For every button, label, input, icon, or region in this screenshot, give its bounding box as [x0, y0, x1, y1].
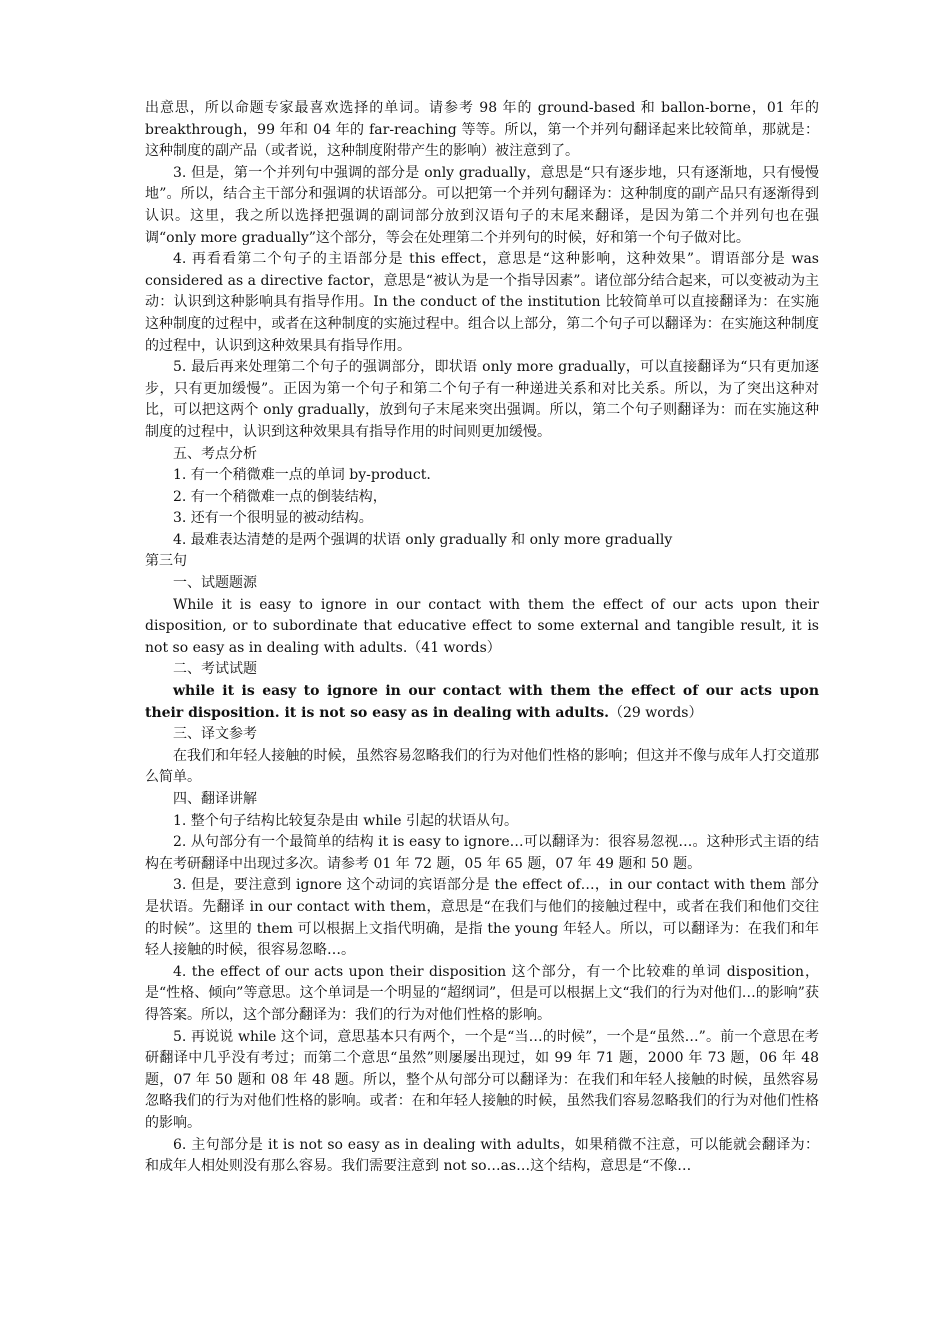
paragraph-intro: 出意思，所以命题专家最喜欢选择的单词。请参考 98 年的 ground-based 和 ballon-borne，01 年的 breakthrough，99 年和 04 年的 far-reaching 等等。所以，第一个并列句翻译起来比较简单，那就是：这种制度的副产品（或者说，这种制度附带产生的影响）被注意到了。 — [145, 100, 819, 160]
paragraph-point-3: 3. 但是，第一个并列句中强调的部分是 only gradually，意思是“只有逐步地，只有逐渐地，只有慢慢地”。所以，结合主干部分和强调的状语部分。可以把第一个并列句翻译为：这种制度的副产品只有逐渐得到认识。这里，我之所以选择把强调的副词部分放到汉语句子的末尾来翻译，是因为第二个并列句也在强调“only more gradually”这个部分，等会在处理第二个并列句的时候，好和第一个句子做对比。 — [145, 164, 819, 246]
explanation-item-1: 1. 整个句子结构比较复杂是由 while 引起的状语从句。 — [173, 812, 518, 829]
exam-sentence — [145, 681, 819, 724]
sentence-three-heading: 第三句 — [145, 553, 187, 570]
analysis-item-2: 2. 有一个稍微难一点的倒装结构， — [173, 488, 387, 505]
analysis-item-3: 3. 还有一个很明显的被动结构。 — [173, 510, 373, 527]
section-heading-source: 一、试题题源 — [173, 575, 257, 592]
exam-sentence-count: （29 words） — [608, 704, 703, 721]
section-heading-reference: 三、译文参考 — [173, 726, 257, 743]
paragraph-point-4: 4. 再看看第二个句子的主语部分是 this effect，意思是“这种影响，这种效果”。谓语部分是 was considered as a directive factor，意思是“被认为是一个指导因素”。诸位部分结合起来，可以变被动为主动：认识到这种影响具有指导作用。In the conduct of the institution 比较简单可以直接翻译为：在实施这种制度的过程中，或者在这种制度的实施过程中。组合以上部分，第二个句子可以翻译为：在实施这种制度的过程中，认识到这种效果具有指导作用。 — [145, 251, 819, 354]
analysis-item-1: 1. 有一个稍微难一点的单词 by-product. — [173, 467, 431, 484]
section-heading-exam: 二、考试试题 — [173, 661, 257, 678]
section-heading-explanation: 四、翻译讲解 — [173, 791, 257, 807]
explanation-item-3: 3. 但是，要注意到 ignore 这个动词的宾语部分是 the effect of…，in our contact with them 部分是状语。先翻译 in our contact with them，意思是“在我们与他们的接触过程中，或者在我们和他们交往的时候”。这里的 them 可以根据上文指代明确，是指 the young 年轻人。所以，可以翻译为：在我们和年轻人接触的时候，很容易忽略…。 — [145, 877, 819, 959]
paragraph-point-5: 5. 最后再来处理第二个句子的强调部分，即状语 only more gradually，可以直接翻译为“只有更加逐步，只有更加缓慢”。正因为第一个句子和第二个句子有一种递进关系和对比关系。所以，为了突出这种对比，可以把这两个 only gradually，放到句子末尾来突出强调。所以，第二个句子则翻译为：而在实施这种制度的过程中，认识到这种效果具有指导作用的时间则更加缓慢。 — [145, 359, 819, 440]
analysis-item-4: 4. 最难表达清楚的是两个强调的状语 only gradually 和 only more gradually — [173, 531, 673, 548]
section-heading-analysis: 五、考点分析 — [173, 445, 257, 462]
explanation-item-5: 5. 再说说 while 这个词，意思基本只有两个，一个是“当…的时候”，一个是“虽然…”。前一个意思在考研翻译中几乎没有考过；而第二个意思“虽然”则屡屡出现过，如 99 年 71 题，2000 年 73 题，06 年 48 题，07 年 50 题和 08 年 48 题。所以，整个从句部分可以翻译为：在我们和年轻人接触的时候，虽然容易忽略我们的行为对他们性格的影响。或者：在和年轻人接触的时候，虽然我们容易忽略我们的行为对他们性格的影响。 — [145, 1028, 819, 1131]
document-page — [145, 98, 819, 1178]
exam-sentence-bold: while it is easy to ignore in our contact with them the effect of our acts upon their disposition. it is not so easy as in dealing with adults. — [145, 683, 819, 721]
explanation-item-2: 2. 从句部分有一个最简单的结构 it is easy to ignore…可以翻译为：很容易忽视…。这种形式主语的结构在考研翻译中出现过多次。请参考 01 年 72 题，05 年 65 题，07 年 49 题和 50 题。 — [145, 834, 819, 872]
explanation-item-6: 6. 主句部分是 it is not so easy as in dealing with adults，如果稍微不注意，可以能就会翻译为：和成年人相处则没有那么容易。我们需要注意到 not so…as…这个结构，意思是“不像… — [145, 1136, 819, 1175]
source-sentence: While it is easy to ignore in our contact with them the effect of our acts upon their disposition, or to subordinate that educative effect to some external and tangible result, it is not so easy as in dealing with adults.（41 words） — [145, 596, 819, 656]
explanation-item-4: 4. the effect of our acts upon their disposition 这个部分，有一个比较难的单词 disposition，是“性格、倾向”等意思。这个单词是一个明显的“超纲词”，但是可以根据上文“我们的行为对他们…的影响”获得答案。所以，这个部分翻译为：我们的行为对他们性格的影响。 — [145, 963, 819, 1023]
reference-translation: 在我们和年轻人接触的时候，虽然容易忽略我们的行为对他们性格的影响；但这并不像与成年人打交道那么简单。 — [145, 747, 819, 786]
